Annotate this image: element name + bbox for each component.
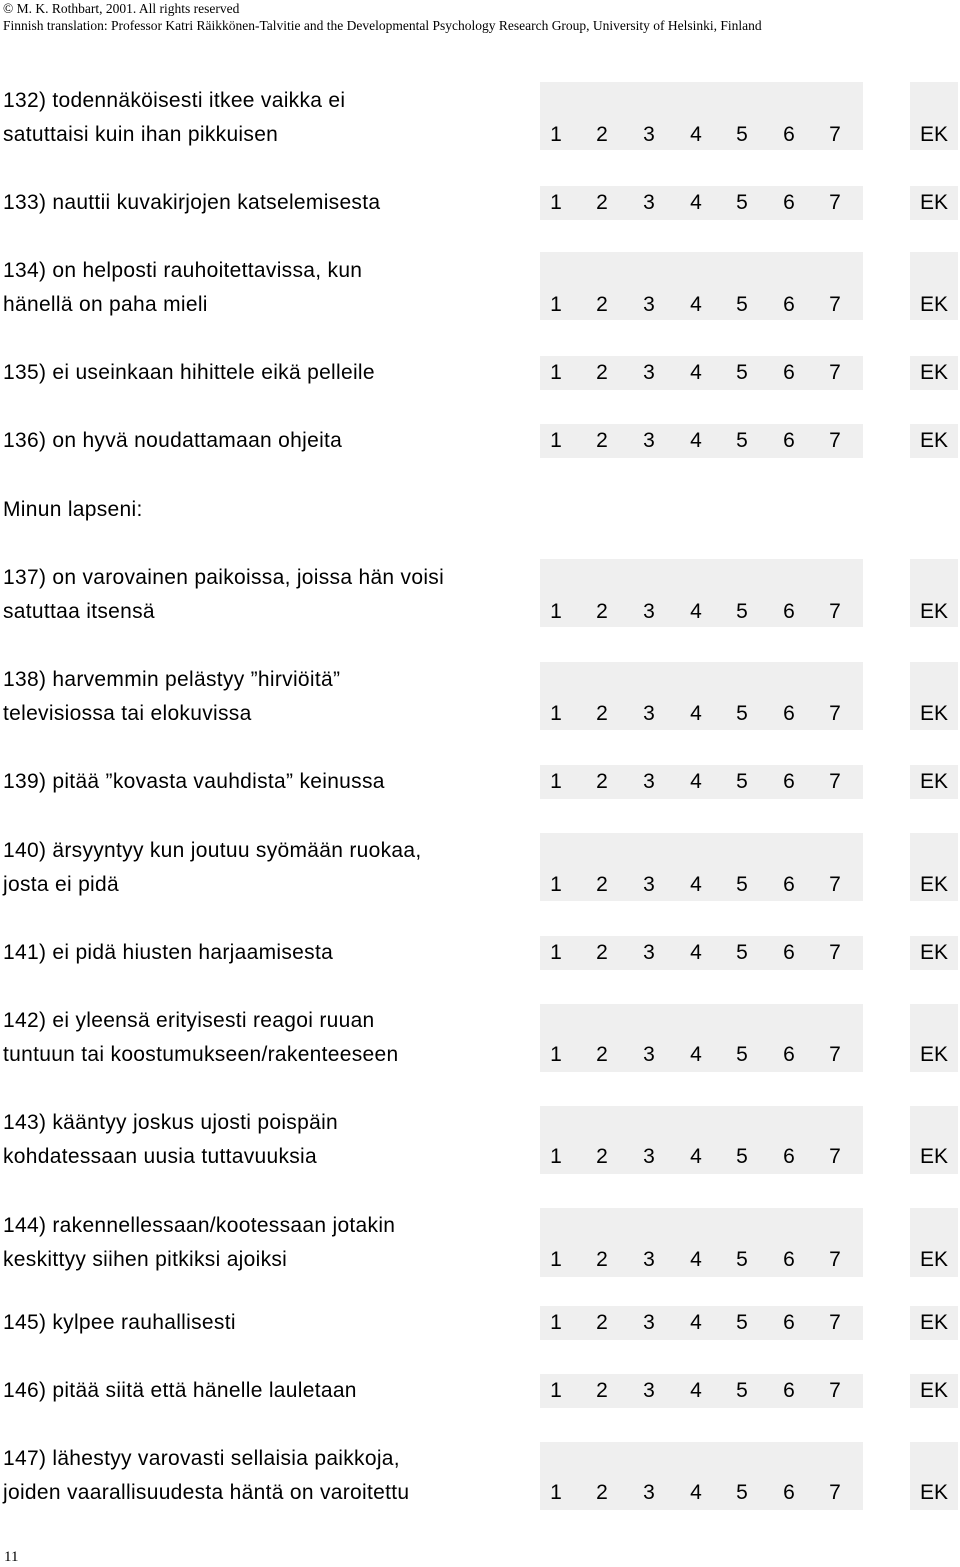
ek-option[interactable]: EK <box>919 1043 948 1066</box>
rating-option-4[interactable]: 4 <box>690 873 702 896</box>
rating-option-1[interactable]: 1 <box>550 361 562 384</box>
rating-option-5[interactable]: 5 <box>736 123 748 146</box>
rating-option-2[interactable]: 2 <box>596 1043 608 1066</box>
rating-option-3[interactable]: 3 <box>643 1248 655 1271</box>
rating-option-6[interactable]: 6 <box>783 123 795 146</box>
rating-option-1[interactable]: 1 <box>550 1481 562 1504</box>
rating-option-6[interactable]: 6 <box>783 1145 795 1168</box>
rating-option-3[interactable]: 3 <box>643 361 655 384</box>
ek-option[interactable]: EK <box>919 293 948 316</box>
item-text: 141) ei pidä hiusten harjaamisesta <box>3 941 334 964</box>
rating-option-3[interactable]: 3 <box>643 429 655 452</box>
rating-option-5[interactable]: 5 <box>736 770 748 793</box>
rating-option-5[interactable]: 5 <box>736 191 748 214</box>
rating-option-4[interactable]: 4 <box>690 941 702 964</box>
rating-option-7[interactable]: 7 <box>829 941 841 964</box>
item-text: 143) kääntyy joskus ujosti poispäin <box>3 1111 339 1134</box>
rating-option-2[interactable]: 2 <box>596 600 608 623</box>
item-text: joiden vaarallisuudesta häntä on varoitettu <box>3 1481 410 1504</box>
rating-option-6[interactable]: 6 <box>783 191 795 214</box>
rating-option-5[interactable]: 5 <box>736 1248 748 1271</box>
rating-option-6[interactable]: 6 <box>783 1311 795 1334</box>
rating-option-2[interactable]: 2 <box>596 873 608 896</box>
rating-option-6[interactable]: 6 <box>783 770 795 793</box>
item-text: 144) rakennellessaan/kootessaan jotakin <box>3 1214 396 1237</box>
rating-option-1[interactable]: 1 <box>550 941 562 964</box>
item-text: 146) pitää siitä että hänelle lauletaan <box>3 1379 357 1402</box>
ek-option[interactable]: EK <box>919 361 948 384</box>
ek-option[interactable]: EK <box>919 770 948 793</box>
rating-option-4[interactable]: 4 <box>690 1043 702 1066</box>
translation-credit: Finnish translation: Professor Katri Räikkönen-Talvitie and the Developmental Psychology Research Group, University of Helsinki, Finland <box>3 18 762 33</box>
rating-option-6[interactable]: 6 <box>783 1481 795 1504</box>
rating-option-1[interactable]: 1 <box>550 600 562 623</box>
item-text: hänellä on paha mieli <box>3 293 208 316</box>
page-header <box>3 0 958 34</box>
item-text: 136) on hyvä noudattamaan ohjeita <box>3 429 343 452</box>
item-text: 135) ei useinkaan hihittele eikä pelleile <box>3 361 375 384</box>
rating-option-3[interactable]: 3 <box>643 873 655 896</box>
rating-option-4[interactable]: 4 <box>690 702 702 725</box>
rating-option-5[interactable]: 5 <box>736 429 748 452</box>
ek-option[interactable]: EK <box>919 1379 948 1402</box>
rating-option-2[interactable]: 2 <box>596 1481 608 1504</box>
section-heading: Minun lapseni: <box>3 498 143 521</box>
ek-option[interactable]: EK <box>919 600 948 623</box>
rating-option-7[interactable]: 7 <box>829 123 841 146</box>
ek-option[interactable]: EK <box>919 191 948 214</box>
item-text: tuntuun tai koostumukseen/rakenteeseen <box>3 1043 399 1066</box>
rating-option-1[interactable]: 1 <box>550 191 562 214</box>
rating-option-2[interactable]: 2 <box>596 702 608 725</box>
rating-option-5[interactable]: 5 <box>736 1481 748 1504</box>
rating-option-6[interactable]: 6 <box>783 600 795 623</box>
rating-option-3[interactable]: 3 <box>643 293 655 316</box>
rating-option-2[interactable]: 2 <box>596 429 608 452</box>
rating-option-6[interactable]: 6 <box>783 941 795 964</box>
rating-option-1[interactable]: 1 <box>550 873 562 896</box>
rating-option-1[interactable]: 1 <box>550 1311 562 1334</box>
ek-option[interactable]: EK <box>919 1248 948 1271</box>
rating-option-5[interactable]: 5 <box>736 1379 748 1402</box>
rating-option-3[interactable]: 3 <box>643 702 655 725</box>
item-text: 134) on helposti rauhoitettavissa, kun <box>3 259 363 282</box>
rating-option-2[interactable]: 2 <box>596 941 608 964</box>
rating-option-2[interactable]: 2 <box>596 1311 608 1334</box>
rating-option-6[interactable]: 6 <box>783 1043 795 1066</box>
rating-option-3[interactable]: 3 <box>643 1311 655 1334</box>
rating-option-5[interactable]: 5 <box>736 1043 748 1066</box>
rating-option-4[interactable]: 4 <box>690 1311 702 1334</box>
rating-option-1[interactable]: 1 <box>550 702 562 725</box>
item-text: satuttaisi kuin ihan pikkuisen <box>3 123 279 146</box>
ek-option[interactable]: EK <box>919 123 948 146</box>
ek-option[interactable]: EK <box>919 1481 948 1504</box>
rating-option-3[interactable]: 3 <box>643 191 655 214</box>
rating-option-4[interactable]: 4 <box>690 293 702 316</box>
rating-option-7[interactable]: 7 <box>829 1481 841 1504</box>
item-text: 139) pitää ”kovasta vauhdista” keinussa <box>3 770 385 793</box>
rating-option-4[interactable]: 4 <box>690 770 702 793</box>
item-text: satuttaa itsensä <box>3 600 155 623</box>
rating-option-6[interactable]: 6 <box>783 293 795 316</box>
rating-option-1[interactable]: 1 <box>550 293 562 316</box>
ek-option[interactable]: EK <box>919 702 948 725</box>
rating-option-4[interactable]: 4 <box>690 1145 702 1168</box>
rating-option-2[interactable]: 2 <box>596 770 608 793</box>
page-number: 11 <box>4 1549 19 1565</box>
rating-option-2[interactable]: 2 <box>596 361 608 384</box>
rating-option-3[interactable]: 3 <box>643 1145 655 1168</box>
item-text: 145) kylpee rauhallisesti <box>3 1311 236 1334</box>
rating-option-5[interactable]: 5 <box>736 1311 748 1334</box>
rating-option-2[interactable]: 2 <box>596 1248 608 1271</box>
rating-option-5[interactable]: 5 <box>736 941 748 964</box>
rating-option-7[interactable]: 7 <box>829 293 841 316</box>
rating-option-3[interactable]: 3 <box>643 941 655 964</box>
rating-option-5[interactable]: 5 <box>736 873 748 896</box>
item-text: 140) ärsyyntyy kun joutuu syömään ruokaa, <box>3 839 422 862</box>
rating-option-3[interactable]: 3 <box>643 600 655 623</box>
ek-option[interactable]: EK <box>919 1311 948 1334</box>
rating-option-3[interactable]: 3 <box>643 1043 655 1066</box>
rating-option-7[interactable]: 7 <box>829 1311 841 1334</box>
item-text: 142) ei yleensä erityisesti reagoi ruuan <box>3 1009 375 1032</box>
rating-option-7[interactable]: 7 <box>829 770 841 793</box>
rating-option-2[interactable]: 2 <box>596 191 608 214</box>
rating-option-1[interactable]: 1 <box>550 1145 562 1168</box>
rating-option-3[interactable]: 3 <box>643 1481 655 1504</box>
rating-option-4[interactable]: 4 <box>690 1379 702 1402</box>
rating-option-6[interactable]: 6 <box>783 1379 795 1402</box>
rating-option-4[interactable]: 4 <box>690 1248 702 1271</box>
rating-option-2[interactable]: 2 <box>596 1145 608 1168</box>
rating-option-7[interactable]: 7 <box>829 191 841 214</box>
rating-option-5[interactable]: 5 <box>736 293 748 316</box>
item-text: televisiossa tai elokuvissa <box>3 702 252 725</box>
item-text: 137) on varovainen paikoissa, joissa hän voisi <box>3 566 445 589</box>
rating-option-2[interactable]: 2 <box>596 123 608 146</box>
ek-option[interactable]: EK <box>919 873 948 896</box>
item-text: keskittyy siihen pitkiksi ajoiksi <box>3 1248 288 1271</box>
item-text: kohdatessaan uusia tuttavuuksia <box>3 1145 318 1168</box>
rating-option-5[interactable]: 5 <box>736 1145 748 1168</box>
rating-option-7[interactable]: 7 <box>829 1043 841 1066</box>
ek-option[interactable]: EK <box>919 429 948 452</box>
rating-option-5[interactable]: 5 <box>736 600 748 623</box>
rating-option-7[interactable]: 7 <box>829 873 841 896</box>
rating-option-4[interactable]: 4 <box>690 123 702 146</box>
copyright-line: © M. K. Rothbart, 2001. All rights reserved <box>3 1 240 16</box>
rating-option-2[interactable]: 2 <box>596 1379 608 1402</box>
item-text: 147) lähestyy varovasti sellaisia paikkoja, <box>3 1447 400 1470</box>
rating-option-4[interactable]: 4 <box>690 429 702 452</box>
ek-option[interactable]: EK <box>919 941 948 964</box>
rating-option-7[interactable]: 7 <box>829 1145 841 1168</box>
rating-option-7[interactable]: 7 <box>829 702 841 725</box>
item-text: 133) nauttii kuvakirjojen katselemisesta <box>3 191 381 214</box>
rating-option-3[interactable]: 3 <box>643 123 655 146</box>
rating-option-2[interactable]: 2 <box>596 293 608 316</box>
rating-option-4[interactable]: 4 <box>690 1481 702 1504</box>
rating-option-7[interactable]: 7 <box>829 600 841 623</box>
rating-option-3[interactable]: 3 <box>643 770 655 793</box>
rating-option-6[interactable]: 6 <box>783 873 795 896</box>
rating-option-3[interactable]: 3 <box>643 1379 655 1402</box>
rating-option-7[interactable]: 7 <box>829 1248 841 1271</box>
rating-option-4[interactable]: 4 <box>690 191 702 214</box>
rating-option-1[interactable]: 1 <box>550 429 562 452</box>
item-text: josta ei pidä <box>3 873 119 896</box>
rating-option-1[interactable]: 1 <box>550 770 562 793</box>
rating-option-6[interactable]: 6 <box>783 429 795 452</box>
rating-option-1[interactable]: 1 <box>550 1248 562 1271</box>
item-text: 138) harvemmin pelästyy ”hirviöitä” <box>3 668 341 691</box>
rating-option-4[interactable]: 4 <box>690 361 702 384</box>
rating-option-7[interactable]: 7 <box>829 429 841 452</box>
rating-option-7[interactable]: 7 <box>829 361 841 384</box>
rating-option-7[interactable]: 7 <box>829 1379 841 1402</box>
rating-option-6[interactable]: 6 <box>783 361 795 384</box>
rating-option-6[interactable]: 6 <box>783 702 795 725</box>
rating-option-5[interactable]: 5 <box>736 702 748 725</box>
item-text: 132) todennäköisesti itkee vaikka ei <box>3 89 346 112</box>
rating-option-1[interactable]: 1 <box>550 1043 562 1066</box>
rating-option-5[interactable]: 5 <box>736 361 748 384</box>
rating-option-4[interactable]: 4 <box>690 600 702 623</box>
rating-option-6[interactable]: 6 <box>783 1248 795 1271</box>
rating-option-1[interactable]: 1 <box>550 123 562 146</box>
ek-option[interactable]: EK <box>919 1145 948 1168</box>
rating-option-1[interactable]: 1 <box>550 1379 562 1402</box>
